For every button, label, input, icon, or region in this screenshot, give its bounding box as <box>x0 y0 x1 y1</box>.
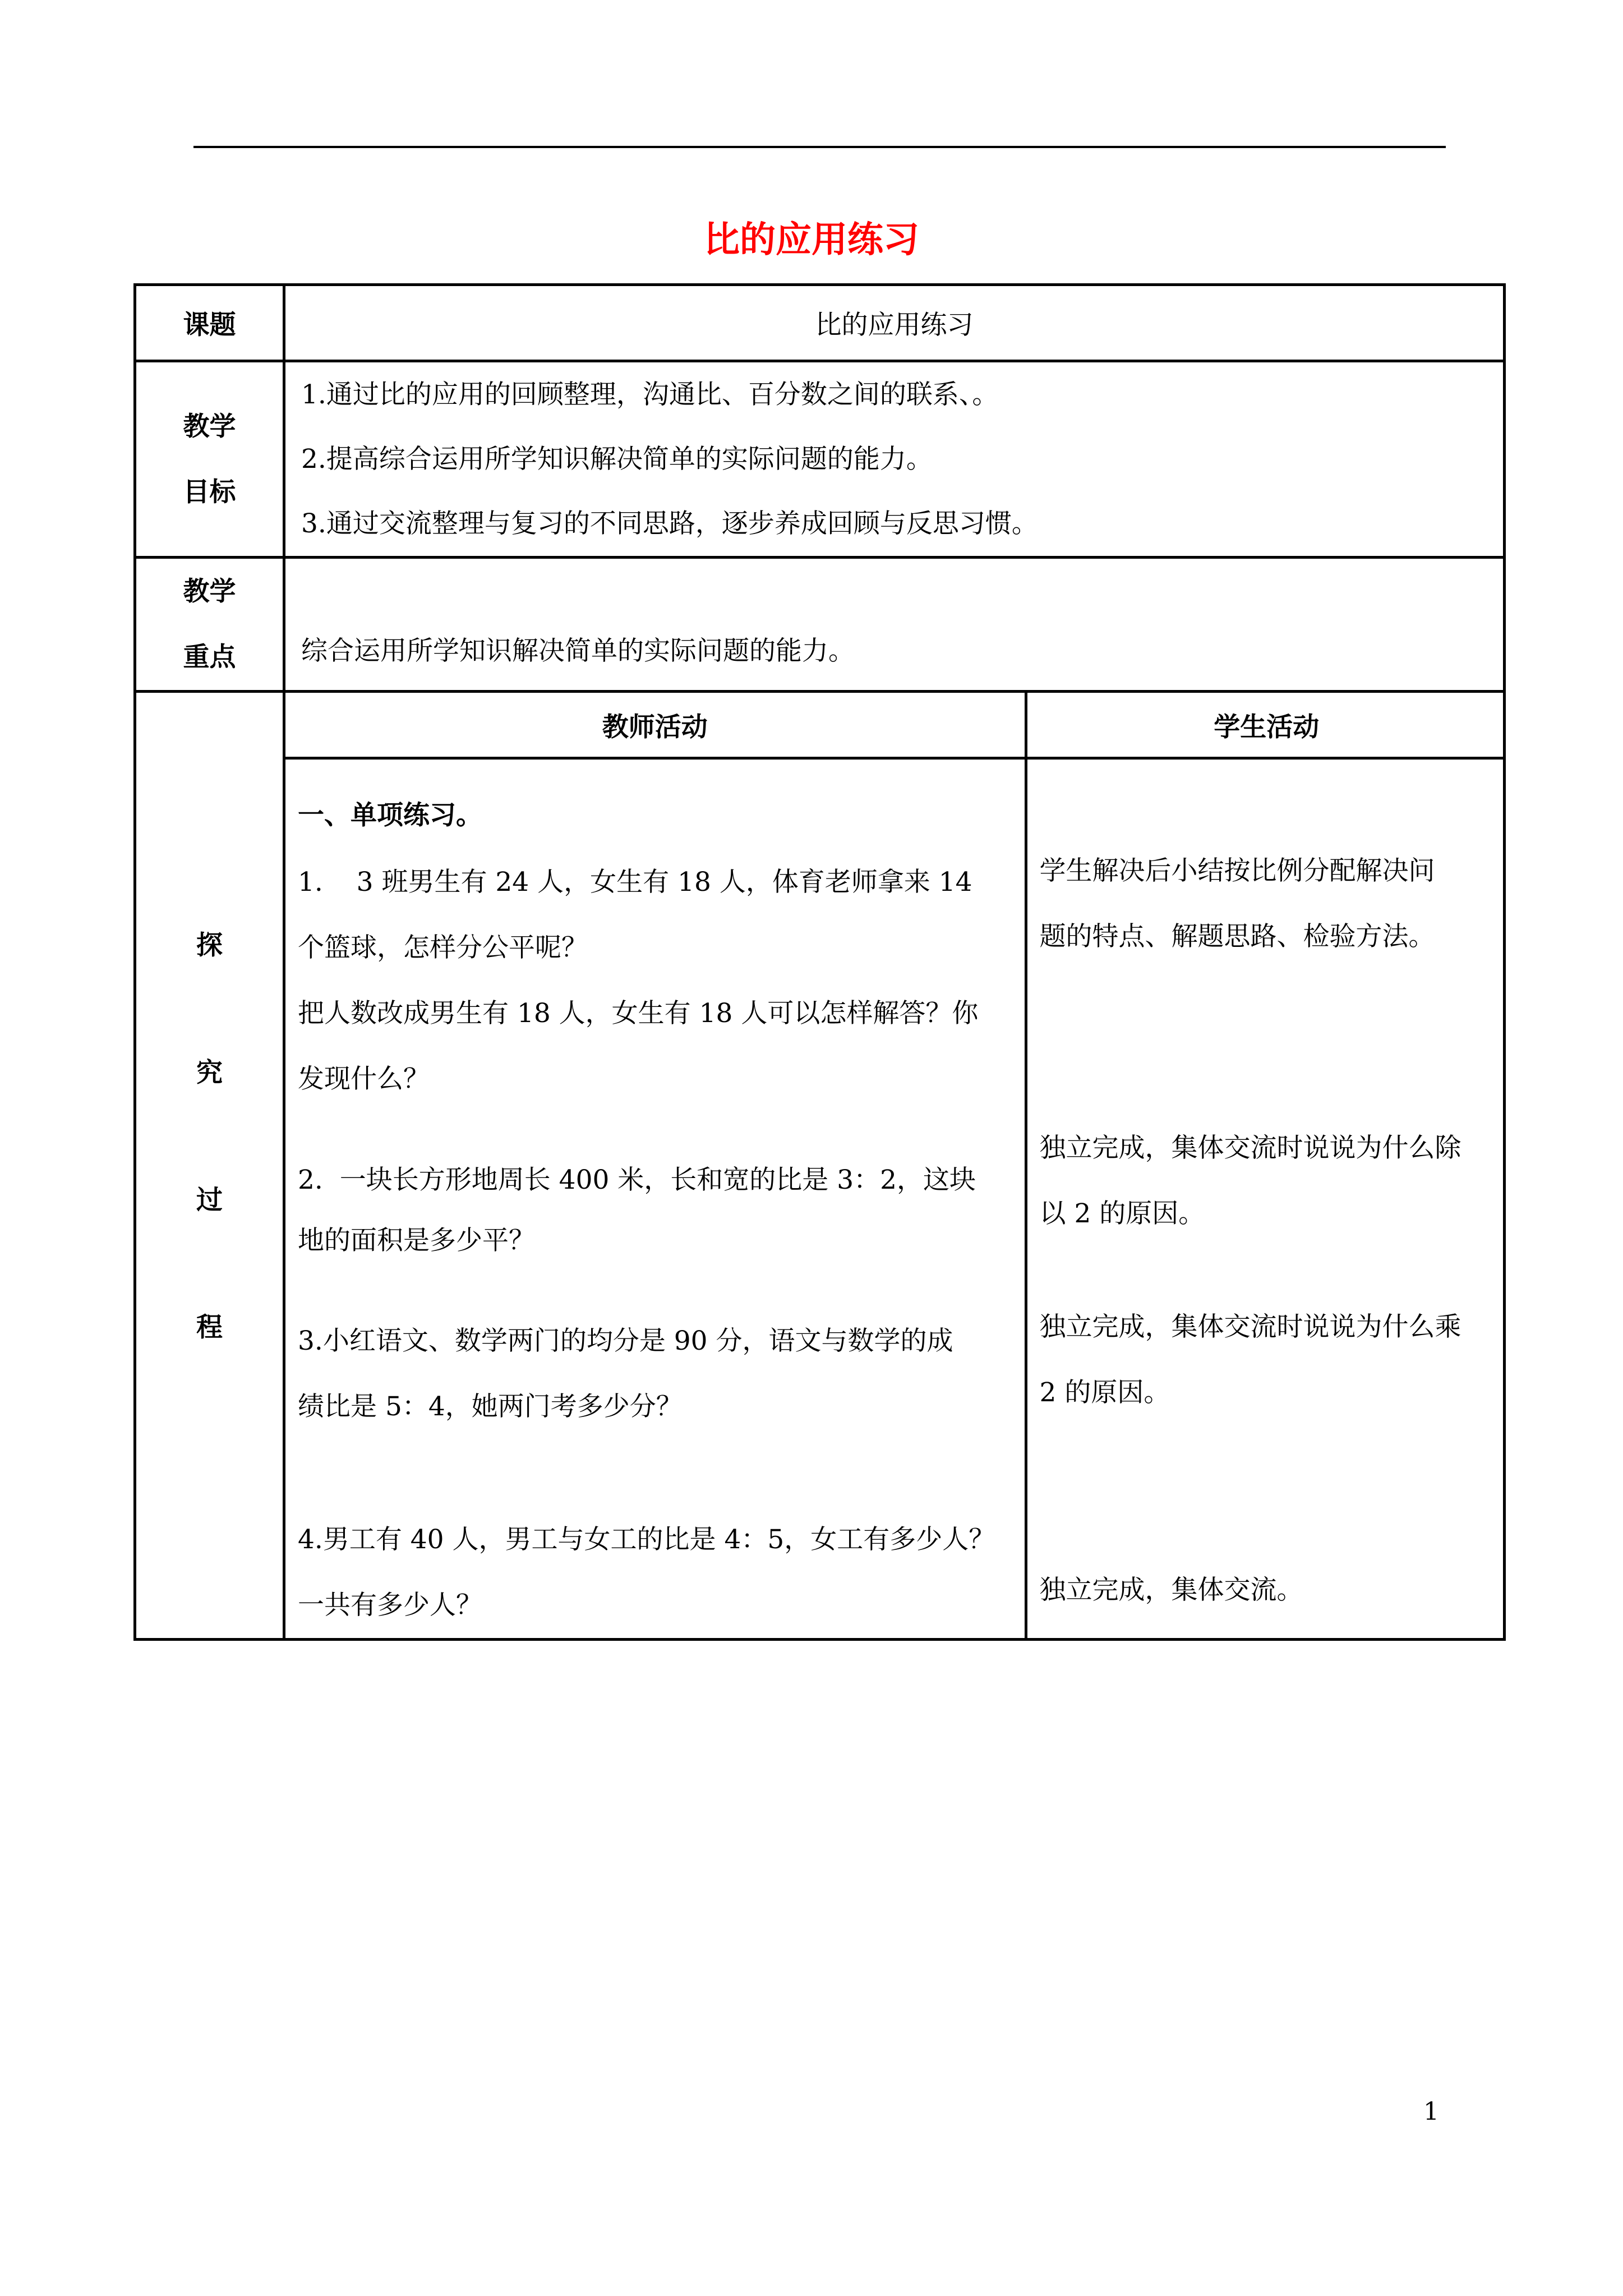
s3-line-1: 独立完成，集体交流时说说为什么乘 <box>1039 1312 1461 1342</box>
header-rule <box>193 146 1446 148</box>
activity-header-row <box>285 693 1506 758</box>
q2-line-2: 地的面积是多少平？ <box>298 1225 535 1256</box>
q3-line-2: 绩比是 5：4，她两门考多少分？ <box>298 1391 683 1422</box>
key-point-label <box>135 558 284 692</box>
q4-line-1: 4.男工有 40 人，男工与女工的比是 4：5，女工有多少人？ <box>298 1524 995 1555</box>
key-point-label-line-2: 重点 <box>183 642 236 673</box>
q4-line-2: 一共有多少人？ <box>298 1590 482 1621</box>
goal-item-2: 2.提高综合运用所学知识解决简单的实际问题的能力。 <box>301 444 933 475</box>
topic-label: 课题 <box>135 285 284 361</box>
topic-value: 比的应用练习 <box>284 285 1505 361</box>
activity-body-row <box>285 758 1506 1639</box>
s1-line-2: 题的特点、解题思路、检验方法。 <box>1039 921 1435 952</box>
key-point-value <box>284 558 1505 692</box>
process-label <box>135 692 284 1640</box>
page-number: 1 <box>1423 2097 1439 2126</box>
s2-line-2: 以 2 的原因。 <box>1039 1198 1205 1229</box>
student-activity-content <box>1026 758 1506 1639</box>
activity-table <box>285 693 1506 1638</box>
teacher-activity-content <box>285 758 1026 1639</box>
process-label-char-3: 过 <box>196 1184 223 1216</box>
s2-line-1: 独立完成，集体交流时说说为什么除 <box>1039 1133 1461 1163</box>
q3-line-1: 3.小红语文、数学两门的均分是 90 分，语文与数学的成 <box>298 1326 953 1356</box>
q1-line-1: 1. 3 班男生有 24 人，女生有 18 人，体育老师拿来 14 <box>298 867 972 898</box>
goals-content <box>284 361 1505 558</box>
s3-line-2: 2 的原因。 <box>1039 1377 1170 1408</box>
process-label-char-2: 究 <box>196 1057 223 1088</box>
q1b-line-2: 发现什么？ <box>298 1064 430 1094</box>
s1-line-1: 学生解决后小结按比例分配解决问 <box>1039 855 1435 886</box>
q2-line-1: 2. 一块长方形地周长 400 米，长和宽的比是 3：2，这块 <box>298 1165 976 1195</box>
goals-label-line-1: 教学 <box>183 411 236 442</box>
teacher-activity-header: 教师活动 <box>285 693 1026 758</box>
goals-row <box>135 361 1505 558</box>
s4-line: 独立完成，集体交流。 <box>1039 1575 1303 1605</box>
goals-label <box>135 361 284 558</box>
key-point-text: 综合运用所学知识解决简单的实际问题的能力。 <box>301 636 855 666</box>
process-label-char-1: 探 <box>196 930 223 961</box>
goal-item-3: 3.通过交流整理与复习的不同思路，逐步养成回顾与反思习惯。 <box>301 508 1038 539</box>
process-label-char-4: 程 <box>196 1312 223 1343</box>
q1-line-2: 个篮球，怎样分公平呢？ <box>298 932 588 963</box>
key-point-label-line-1: 教学 <box>183 576 236 607</box>
section-title: 一、单项练习。 <box>298 800 482 831</box>
process-content <box>284 692 1505 1640</box>
key-point-row <box>135 558 1505 692</box>
document-title: 比的应用练习 <box>704 219 919 261</box>
student-activity-header: 学生活动 <box>1026 693 1506 758</box>
lesson-plan-table <box>133 283 1506 1641</box>
process-row <box>135 692 1505 1640</box>
goal-item-1: 1.通过比的应用的回顾整理，沟通比、百分数之间的联系、。 <box>301 379 999 410</box>
goals-label-line-2: 目标 <box>183 476 236 508</box>
topic-row <box>135 285 1505 361</box>
q1b-line-1: 把人数改成男生有 18 人，女生有 18 人可以怎样解答？你 <box>298 998 979 1029</box>
